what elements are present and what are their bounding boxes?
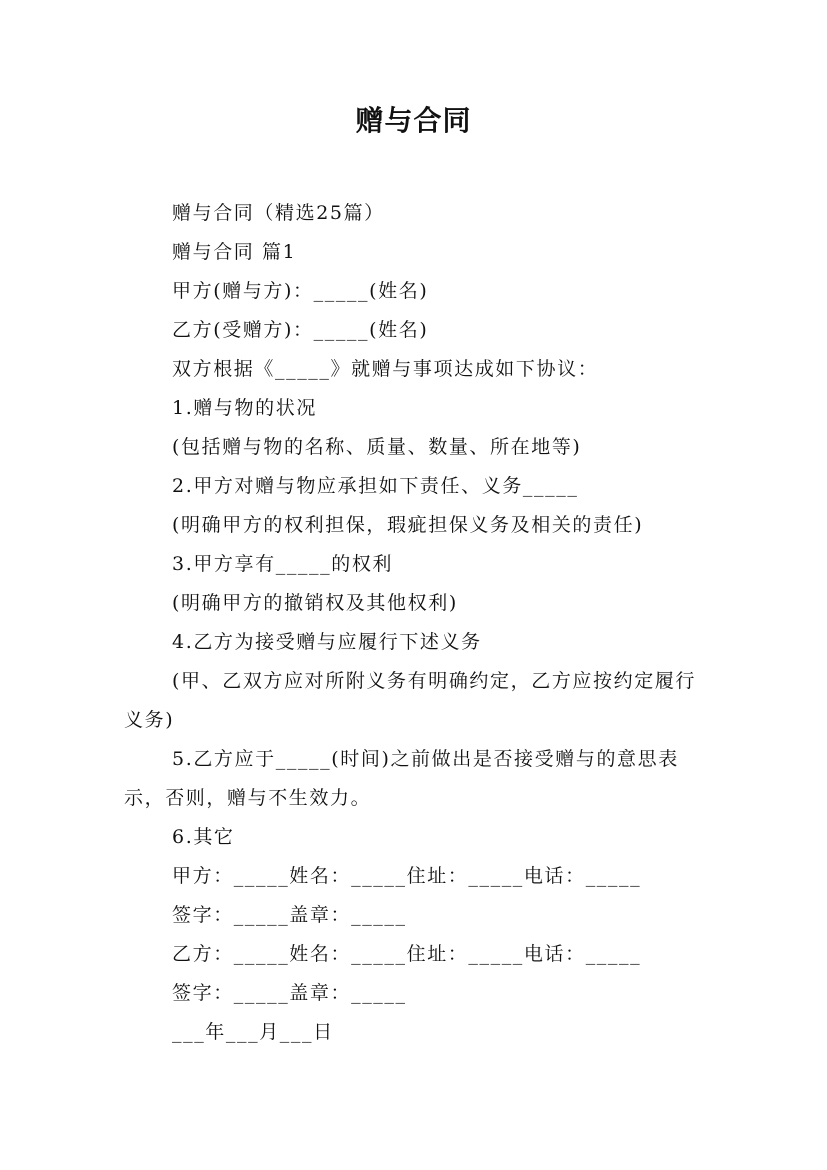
clause-6-title: 6.其它: [172, 826, 235, 848]
party-a-signature-info: 甲方：_____姓名：_____住址：_____电话：_____: [172, 865, 642, 887]
party-b-sign-seal: 签字：_____盖章：_____: [172, 982, 407, 1004]
clause-1-title: 1.赠与物的状况: [172, 397, 317, 419]
clause-5-text: 5.乙方应于_____(时间)之前做出是否接受赠与的意思表示，否则，赠与不生效力。: [124, 748, 679, 809]
clause-2-title: 2.甲方对赠与物应承担如下责任、义务_____: [172, 475, 579, 497]
party-a-sign-seal: 签字：_____盖章：_____: [172, 904, 407, 926]
collection-heading: 赠与合同（精选25篇）: [172, 202, 385, 224]
document-title: 赠与合同: [355, 104, 472, 137]
clause-3-title: 3.甲方享有_____的权利: [172, 553, 394, 575]
clause-2-note: (明确甲方的权利担保，瑕疵担保义务及相关的责任): [172, 514, 644, 536]
clause-4-title: 4.乙方为接受赠与应履行下述义务: [172, 631, 482, 653]
date-line: ___年___月___日: [172, 1021, 334, 1043]
party-b-signature-info: 乙方：_____姓名：_____住址：_____电话：_____: [172, 943, 642, 965]
party-b-line: 乙方(受赠方)：_____(姓名): [172, 319, 429, 341]
party-a-line: 甲方(赠与方)：_____(姓名): [172, 280, 429, 302]
clause-1-note: (包括赠与物的名称、质量、数量、所在地等): [172, 436, 582, 458]
clause-3-note: (明确甲方的撤销权及其他权利): [172, 592, 458, 614]
clause-4-note: (甲、乙双方应对所附义务有明确约定，乙方应按约定履行义务): [124, 670, 697, 731]
document-body: [124, 194, 706, 1052]
article-heading: 赠与合同 篇1: [172, 241, 297, 263]
agreement-intro: 双方根据《_____》就赠与事项达成如下协议：: [172, 358, 599, 380]
